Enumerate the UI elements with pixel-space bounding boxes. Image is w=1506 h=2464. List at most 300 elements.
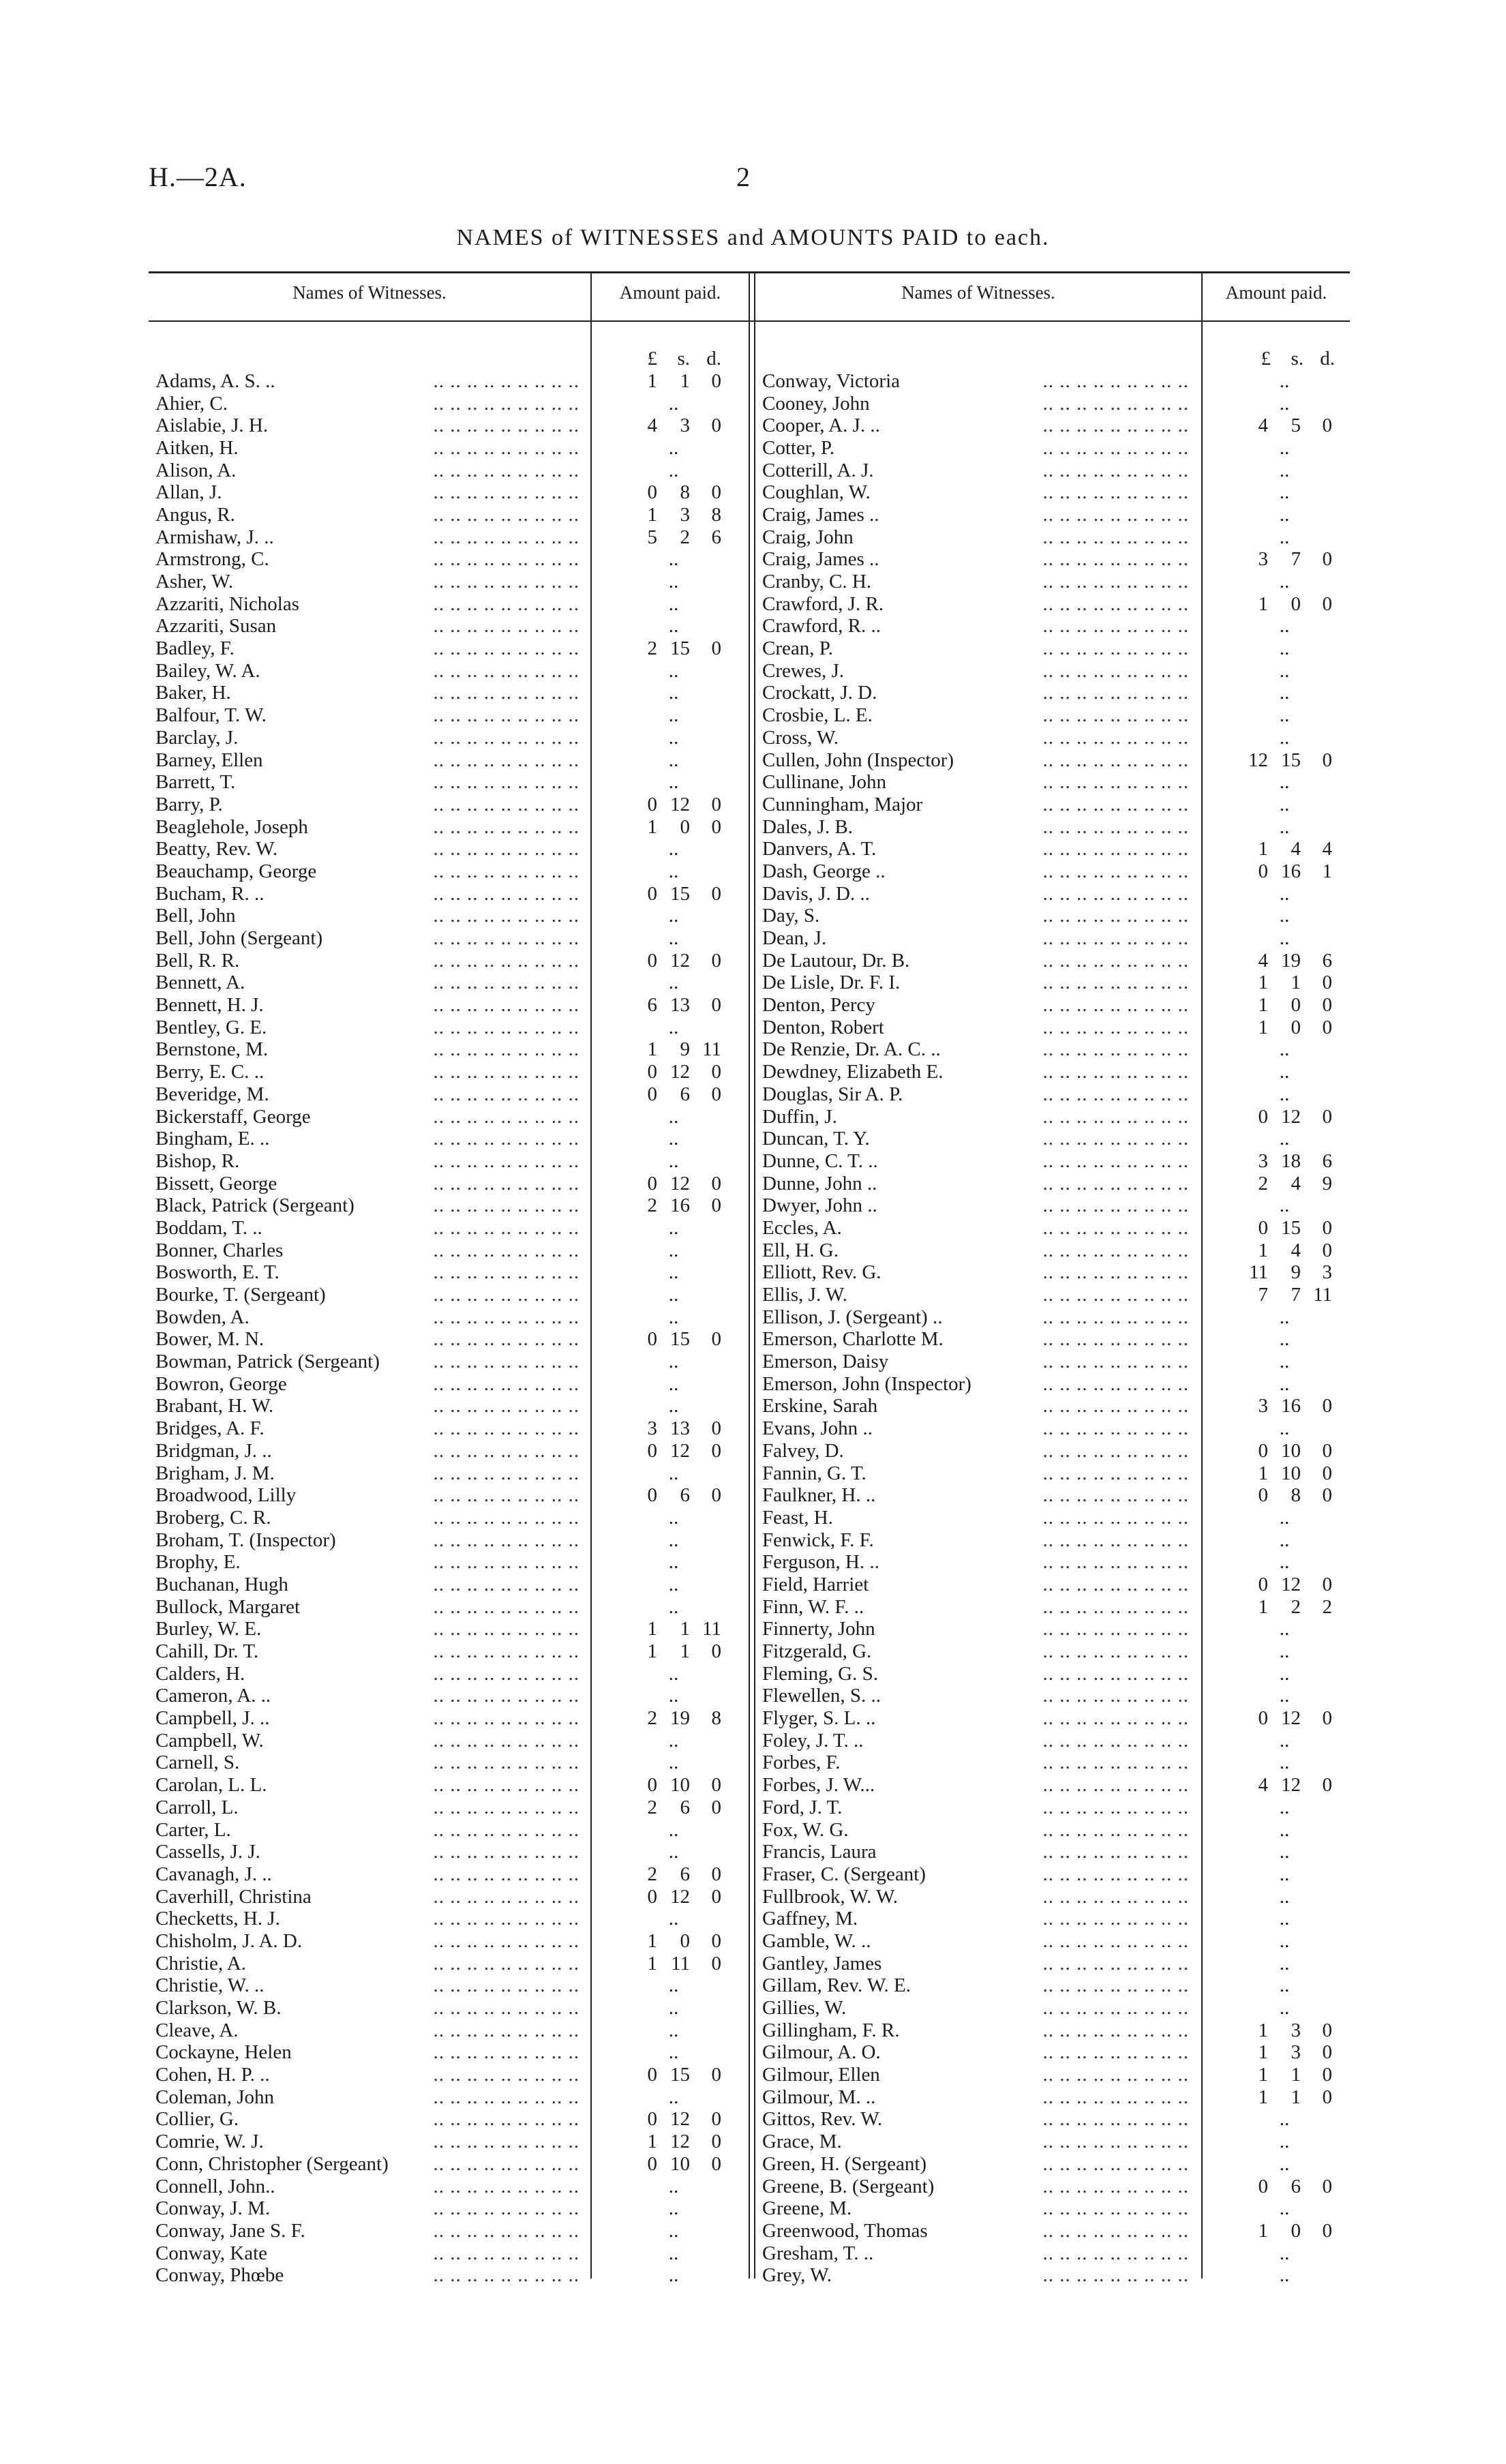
witness-name-cell	[762, 1083, 1194, 1106]
witness-name: Allan, J.	[155, 481, 226, 503]
amount-shillings: 15	[670, 2064, 690, 2086]
witness-name-cell	[762, 1440, 1194, 1462]
amount-blank-dots: ..	[668, 1016, 679, 1038]
amount-paid	[626, 481, 721, 504]
leader-dots: .. .. .. .. .. .. .. .. ..	[1042, 392, 1189, 415]
amount-pounds: 0	[647, 1061, 657, 1083]
witness-name-cell	[155, 1239, 585, 1262]
witness-name: Ell, H. G.	[762, 1239, 843, 1261]
table-row	[762, 1685, 1350, 1708]
header-ref: H.—2A.	[149, 162, 247, 192]
leader-dots: .. .. .. .. .. .. .. .. ..	[433, 1328, 579, 1351]
amount-pence: 0	[711, 370, 721, 392]
witness-name-cell	[762, 1373, 1194, 1396]
leader-dots: .. .. .. .. .. .. .. .. ..	[433, 459, 579, 481]
amount-shillings: 1	[680, 370, 690, 392]
witness-name: Gillingham, F. R.	[762, 2019, 904, 2041]
amount-paid	[1237, 1618, 1332, 1640]
witness-name: Fox, W. G.	[762, 1819, 853, 1841]
witness-name-cell	[762, 1797, 1194, 1819]
table-row	[762, 2042, 1350, 2064]
leader-dots: .. .. .. .. .. .. .. .. ..	[433, 2019, 579, 2041]
witness-name-cell	[762, 1596, 1194, 1619]
witness-name: Gilmour, A. O.	[762, 2041, 885, 2063]
leader-dots: .. .. .. .. .. .. .. .. ..	[433, 1150, 579, 1172]
witness-name-cell	[155, 2197, 585, 2220]
leader-dots: .. .. .. .. .. .. .. .. ..	[433, 2197, 579, 2220]
leader-dots: .. .. .. .. .. .. .. .. ..	[1042, 659, 1189, 682]
amount-shillings: 12	[670, 949, 690, 972]
witness-name: Francis, Laura	[762, 1841, 881, 1863]
amount-blank-dots: ..	[1279, 1863, 1290, 1885]
amount-paid	[626, 548, 721, 571]
amount-blank-dots: ..	[1279, 1551, 1290, 1574]
amount-pounds: 0	[647, 949, 657, 972]
amount-paid	[626, 1908, 721, 1930]
amount-pounds: 1	[647, 1929, 657, 1952]
table-row	[762, 504, 1350, 526]
witness-name: Emerson, Charlotte M.	[762, 1328, 948, 1350]
witness-name: Cassells, J. J.	[155, 1841, 265, 1863]
witness-name-cell	[155, 1974, 585, 1997]
witness-name-cell	[762, 749, 1194, 772]
amount-pence: 0	[711, 1083, 721, 1105]
table-row	[762, 1730, 1350, 1752]
leader-dots: .. .. .. .. .. .. .. .. ..	[433, 659, 579, 682]
leader-dots: .. .. .. .. .. .. .. .. ..	[1042, 1306, 1189, 1328]
table-row	[762, 883, 1350, 905]
witness-name-cell	[155, 415, 585, 437]
amount-pounds: 2	[647, 1195, 657, 1217]
amount-pounds: 0	[1258, 1439, 1268, 1462]
witness-name-cell	[762, 1106, 1194, 1128]
table-row	[155, 370, 750, 393]
table-row	[762, 1663, 1350, 1685]
amount-shillings: 19	[670, 1707, 690, 1730]
leader-dots: .. .. .. .. .. .. .. .. ..	[1042, 526, 1189, 548]
witness-name: Bissett, George	[155, 1173, 281, 1195]
amount-paid	[1237, 1195, 1332, 1217]
leader-dots: .. .. .. .. .. .. .. .. ..	[1042, 1796, 1189, 1818]
amount-paid	[626, 2176, 721, 2198]
amount-paid	[626, 1819, 721, 1842]
amount-shillings: 2	[680, 526, 690, 548]
witness-name-cell	[762, 1261, 1194, 1284]
witness-name-cell	[155, 905, 585, 927]
amount-blank-dots: ..	[668, 726, 679, 749]
leader-dots: .. .. .. .. .. .. .. .. ..	[433, 1997, 579, 2019]
leader-dots: .. .. .. .. .. .. .. .. ..	[1042, 2264, 1189, 2287]
witness-name: Emerson, Daisy	[762, 1351, 892, 1372]
witness-name-cell	[762, 1217, 1194, 1239]
amount-blank-dots: ..	[1279, 1974, 1290, 1997]
witness-name-cell	[155, 1618, 585, 1640]
table-row	[155, 415, 750, 437]
amount-blank-dots: ..	[1279, 1618, 1290, 1640]
witness-name-cell	[155, 927, 585, 950]
witness-name: Bingham, E. ..	[155, 1128, 274, 1150]
leader-dots: .. .. .. .. .. .. .. .. ..	[1042, 1372, 1189, 1395]
amount-pence: 8	[711, 1707, 721, 1730]
leader-dots: .. .. .. .. .. .. .. .. ..	[433, 793, 579, 815]
leader-dots: .. .. .. .. .. .. .. .. ..	[1042, 548, 1189, 571]
amount-paid	[626, 704, 721, 727]
witness-name: Broham, T. (Inspector)	[155, 1529, 340, 1551]
amount-pence: 0	[711, 2131, 721, 2153]
amount-paid	[1237, 860, 1332, 883]
table-row	[155, 794, 750, 816]
amount-shillings: 15	[670, 1328, 690, 1351]
witness-name-cell	[762, 1974, 1194, 1997]
amount-paid	[626, 1685, 721, 1707]
table-row	[762, 549, 1350, 571]
amount-paid	[1237, 526, 1332, 549]
amount-blank-dots: ..	[1279, 882, 1290, 905]
leader-dots: .. .. .. .. .. .. .. .. ..	[433, 1841, 579, 1863]
witness-name-cell	[762, 526, 1194, 549]
amount-paid	[626, 1106, 721, 1128]
leader-dots: .. .. .. .. .. .. .. .. ..	[433, 1462, 579, 1484]
witness-name: Coughlan, W.	[762, 481, 875, 503]
witness-name-cell	[762, 1507, 1194, 1529]
witness-name-cell	[762, 860, 1194, 883]
leader-dots: .. .. .. .. .. .. .. .. ..	[433, 1929, 579, 1952]
witness-name-cell	[155, 1017, 585, 1039]
witness-name-cell	[762, 927, 1194, 950]
table-row	[762, 927, 1350, 950]
leader-dots: .. .. .. .. .. .. .. .. ..	[1042, 1105, 1189, 1128]
witness-name: Cranby, C. H.	[762, 571, 875, 592]
amount-paid	[1237, 2019, 1332, 2042]
amount-blank-dots: ..	[1279, 1929, 1290, 1952]
witness-name-cell	[155, 1484, 585, 1507]
amount-blank-dots: ..	[1279, 1328, 1290, 1351]
amount-paid	[626, 1863, 721, 1886]
table-row	[155, 437, 750, 460]
witness-name-cell	[762, 1128, 1194, 1150]
leader-dots: .. .. .. .. .. .. .. .. ..	[433, 1372, 579, 1395]
amount-blank-dots: ..	[668, 704, 679, 727]
amount-paid	[626, 660, 721, 682]
amount-pounds: 3	[1258, 548, 1268, 571]
leader-dots: .. .. .. .. .. .. .. .. ..	[433, 927, 579, 950]
witness-name: Bridges, A. F.	[155, 1417, 269, 1439]
amount-paid	[1237, 1752, 1332, 1774]
amount-paid	[626, 1195, 721, 1217]
shilling-sign: s.	[1291, 348, 1304, 370]
amount-blank-dots: ..	[668, 838, 679, 860]
amount-paid	[1237, 927, 1332, 950]
witness-name: Cullen, John (Inspector)	[762, 749, 958, 771]
amount-pence: 0	[1322, 1774, 1332, 1797]
amount-paid	[626, 2197, 721, 2220]
table-row	[155, 571, 750, 593]
amount-paid	[1237, 615, 1332, 637]
table-row	[762, 1953, 1350, 1975]
witness-name: Greene, B. (Sergeant)	[762, 2176, 938, 2197]
amount-pounds: 0	[1258, 1573, 1268, 1595]
amount-paid	[626, 1038, 721, 1061]
amount-paid	[626, 526, 721, 549]
witness-name-cell	[762, 1618, 1194, 1640]
leader-dots: .. .. .. .. .. .. .. .. ..	[433, 1016, 579, 1038]
witness-name: Conn, Christopher (Sergeant)	[155, 2153, 393, 2175]
amount-paid	[626, 1596, 721, 1619]
amount-pence: 0	[1322, 1573, 1332, 1595]
amount-pounds: 11	[1249, 1261, 1268, 1284]
table-row	[155, 1017, 750, 1039]
amount-paid	[1237, 593, 1332, 616]
table-row	[155, 1284, 750, 1306]
amount-paid	[626, 1061, 721, 1083]
leader-dots: .. .. .. .. .. .. .. .. ..	[1042, 1885, 1189, 1908]
witness-name-cell	[762, 481, 1194, 504]
witness-name-cell	[762, 2197, 1194, 2220]
table-row	[155, 1551, 750, 1574]
witness-name-cell	[155, 704, 585, 727]
witness-name-cell	[155, 883, 585, 905]
table-row	[155, 883, 750, 905]
table-row	[762, 2176, 1350, 2198]
leader-dots: .. .. .. .. .. .. .. .. ..	[1042, 949, 1189, 972]
table-row	[762, 481, 1350, 504]
amount-pence: 0	[1322, 2219, 1332, 2242]
witness-name-cell	[762, 1663, 1194, 1685]
leader-dots: .. .. .. .. .. .. .. .. ..	[433, 1952, 579, 1974]
amount-pence: 2	[1322, 1595, 1332, 1618]
table-row	[762, 1373, 1350, 1396]
table-row	[762, 1640, 1350, 1663]
amount-paid	[1237, 2264, 1332, 2287]
leader-dots: .. .. .. .. .. .. .. .. ..	[1042, 1216, 1189, 1239]
col-header-amount-right: Amount paid.	[1225, 282, 1327, 303]
amount-blank-dots: ..	[1279, 436, 1290, 459]
amount-shillings: 15	[1281, 1216, 1301, 1239]
amount-shillings: 12	[1281, 1105, 1301, 1128]
amount-paid	[1237, 415, 1332, 437]
amount-paid	[1237, 1863, 1332, 1886]
amount-paid	[626, 1217, 721, 1239]
table-row	[155, 1997, 750, 2019]
amount-pence: 9	[1322, 1172, 1332, 1195]
table-row	[155, 1217, 750, 1239]
amount-paid	[1237, 2108, 1332, 2131]
witness-name-cell	[762, 1574, 1194, 1596]
leader-dots: .. .. .. .. .. .. .. .. ..	[433, 1662, 579, 1685]
amount-blank-dots: ..	[1279, 2197, 1290, 2220]
witness-name-cell	[762, 704, 1194, 727]
witness-name-cell	[155, 1261, 585, 1284]
leader-dots: .. .. .. .. .. .. .. .. ..	[1042, 1752, 1189, 1774]
witness-name: Angus, R.	[155, 504, 239, 526]
witness-name-cell	[155, 838, 585, 860]
leader-dots: .. .. .. .. .. .. .. .. ..	[433, 1239, 579, 1261]
table-row	[155, 1306, 750, 1329]
witness-name: Cavanagh, J. ..	[155, 1863, 276, 1885]
witness-name-cell	[155, 504, 585, 526]
witness-name-cell	[155, 1351, 585, 1373]
leader-dots: .. .. .. .. .. .. .. .. ..	[433, 1640, 579, 1663]
leader-dots: .. .. .. .. .. .. .. .. ..	[1042, 1952, 1189, 1974]
witness-name-cell	[155, 481, 585, 504]
amount-blank-dots: ..	[1279, 905, 1290, 927]
amount-pounds: 1	[647, 2131, 657, 2153]
witness-name-cell	[762, 1529, 1194, 1552]
witness-name: Gilmour, M. ..	[762, 2086, 879, 2108]
amount-pounds: 3	[647, 1417, 657, 1440]
amount-pounds: 4	[1258, 415, 1268, 437]
table-row	[762, 1908, 1350, 1930]
witness-name-cell	[155, 1908, 585, 1930]
amount-paid	[1237, 1217, 1332, 1239]
table-row	[155, 1417, 750, 1440]
amount-shillings: 1	[680, 1618, 690, 1640]
witness-name-cell	[155, 749, 585, 772]
amount-paid	[626, 927, 721, 950]
witness-name-cell	[762, 1038, 1194, 1061]
table-row	[155, 1908, 750, 1930]
table-row	[155, 1730, 750, 1752]
witness-name: Bell, John	[155, 905, 240, 927]
amount-blank-dots: ..	[1279, 503, 1290, 526]
amount-blank-dots: ..	[1279, 2131, 1290, 2153]
table-row	[762, 593, 1350, 616]
witness-name: Fullbrook, W. W.	[762, 1886, 902, 1908]
witness-name-cell	[762, 2264, 1194, 2287]
amount-blank-dots: ..	[668, 1105, 679, 1128]
leader-dots: .. .. .. .. .. .. .. .. ..	[433, 1484, 579, 1507]
amount-shillings: 4	[1291, 1239, 1301, 1261]
amount-paid	[1237, 660, 1332, 682]
table-row	[155, 905, 750, 928]
amount-paid	[626, 1574, 721, 1596]
amount-paid	[626, 504, 721, 526]
table-row	[762, 838, 1350, 860]
amount-paid	[1237, 481, 1332, 504]
leader-dots: .. .. .. .. .. .. .. .. ..	[1042, 1038, 1189, 1061]
witness-name: Conway, Victoria	[762, 370, 904, 392]
leader-dots: .. .. .. .. .. .. .. .. ..	[1042, 436, 1189, 459]
witness-name-cell	[155, 2264, 585, 2287]
witness-name-cell	[762, 1061, 1194, 1083]
amount-blank-dots: ..	[668, 459, 679, 481]
currency-header-right	[1239, 348, 1335, 370]
amount-shillings: 6	[680, 1796, 690, 1818]
leader-dots: .. .. .. .. .. .. .. .. ..	[1042, 1974, 1189, 1997]
witness-name-cell	[155, 2019, 585, 2042]
witness-name: Green, H. (Sergeant)	[762, 2153, 931, 2175]
table-row	[762, 460, 1350, 482]
amount-pounds: 1	[647, 1640, 657, 1663]
witness-name-cell	[155, 1930, 585, 1953]
amount-blank-dots: ..	[1279, 1038, 1290, 1061]
amount-blank-dots: ..	[1279, 2108, 1290, 2131]
table-row	[762, 1841, 1350, 1863]
leader-dots: .. .. .. .. .. .. .. .. ..	[1042, 1573, 1189, 1595]
amount-shillings: 3	[1291, 2019, 1301, 2041]
amount-shillings: 10	[670, 2152, 690, 2175]
amount-pence: 11	[702, 1038, 721, 1061]
table-row	[155, 1329, 750, 1351]
amount-pounds: 4	[1258, 949, 1268, 972]
amount-paid	[626, 1306, 721, 1329]
leader-dots: .. .. .. .. .. .. .. .. ..	[433, 815, 579, 838]
table-row	[762, 616, 1350, 638]
table-row	[762, 816, 1350, 839]
table-row	[155, 1239, 750, 1262]
leader-dots: .. .. .. .. .. .. .. .. ..	[433, 1083, 579, 1105]
amount-paid	[1237, 994, 1332, 1017]
amount-blank-dots: ..	[668, 1685, 679, 1707]
table-row	[762, 794, 1350, 816]
witness-name: Evans, John ..	[762, 1417, 877, 1439]
witness-name-cell	[762, 883, 1194, 905]
amount-paid	[1237, 1841, 1332, 1863]
witness-name: Cotter, P.	[762, 437, 839, 459]
table-row	[762, 1017, 1350, 1039]
witness-name: Cross, W.	[762, 727, 843, 749]
amount-pounds: 1	[1258, 2041, 1268, 2064]
amount-blank-dots: ..	[1279, 2264, 1290, 2287]
amount-blank-dots: ..	[668, 927, 679, 950]
amount-shillings: 6	[680, 1863, 690, 1885]
table-row	[762, 682, 1350, 705]
table-row	[762, 2197, 1350, 2220]
leader-dots: .. .. .. .. .. .. .. .. ..	[1042, 2175, 1189, 2197]
pound-sign: £	[647, 348, 657, 370]
amount-pence: 0	[1322, 1395, 1332, 1417]
table-row	[762, 1863, 1350, 1886]
witness-name-cell	[762, 972, 1194, 994]
amount-paid	[626, 1529, 721, 1552]
amount-paid	[1237, 1596, 1332, 1619]
amount-pence: 0	[711, 882, 721, 905]
witness-name: Finnerty, John	[762, 1618, 879, 1640]
amount-paid	[1237, 1886, 1332, 1908]
witness-name: Day, S.	[762, 905, 824, 927]
witness-name: Boddam, T. ..	[155, 1217, 267, 1239]
amount-paid	[626, 593, 721, 616]
amount-paid	[1237, 1953, 1332, 1975]
leader-dots: .. .. .. .. .. .. .. .. ..	[1042, 882, 1189, 905]
witness-name-cell	[762, 1351, 1194, 1373]
witness-name: Duncan, T. Y.	[762, 1128, 874, 1150]
amount-pounds: 1	[647, 370, 657, 392]
leader-dots: .. .. .. .. .. .. .. .. ..	[433, 1216, 579, 1239]
amount-pounds: 2	[647, 637, 657, 660]
amount-paid	[1237, 682, 1332, 704]
witness-name: Gantley, James	[762, 1953, 886, 1974]
leader-dots: .. .. .. .. .. .. .. .. ..	[1042, 1172, 1189, 1195]
table-row	[762, 950, 1350, 972]
amount-paid	[626, 1239, 721, 1262]
amount-blank-dots: ..	[1279, 1417, 1290, 1440]
table-row	[155, 1507, 750, 1529]
witness-name: Aitken, H.	[155, 437, 243, 459]
witness-name-cell	[762, 1306, 1194, 1329]
table-row	[155, 1640, 750, 1663]
witness-name: Baker, H.	[155, 682, 235, 704]
table-row	[155, 504, 750, 526]
amount-paid	[1237, 2131, 1332, 2153]
amount-shillings: 8	[1291, 1484, 1301, 1507]
amount-paid	[1237, 883, 1332, 905]
witness-name-cell	[762, 460, 1194, 482]
leader-dots: .. .. .. .. .. .. .. .. ..	[1042, 1061, 1189, 1083]
leader-dots: .. .. .. .. .. .. .. .. ..	[433, 503, 579, 526]
witness-name: Gillies, W.	[762, 1997, 850, 2019]
amount-shillings: 9	[1291, 1261, 1301, 1284]
